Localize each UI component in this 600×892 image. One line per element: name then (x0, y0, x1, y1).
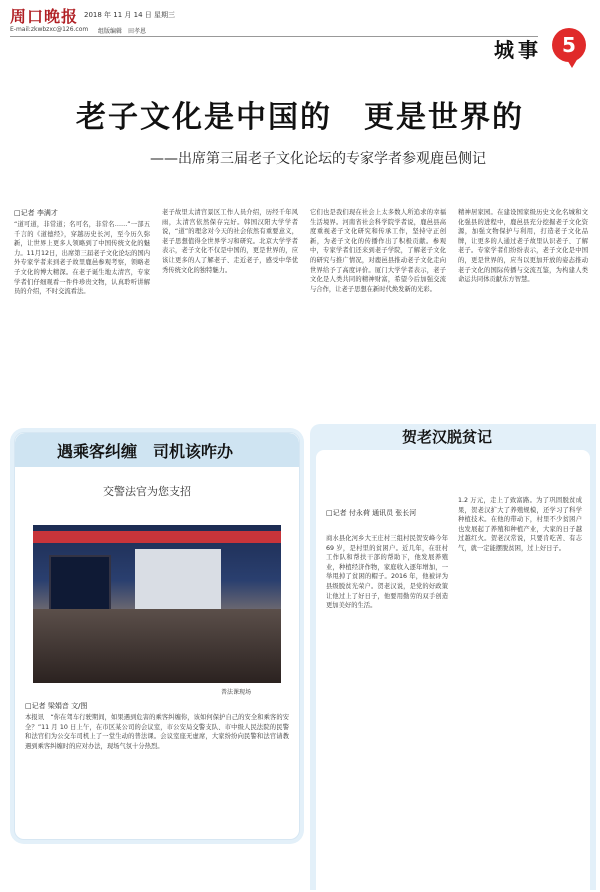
poverty-byline: □记者 付永荷 通讯员 张长河 (326, 509, 417, 517)
lead-subheadline: ——出席第三届老子文化论坛的专家学者参观鹿邑侧记 (150, 151, 486, 167)
traffic-byline: □记者 梁娟音 文/图 (25, 702, 88, 710)
lead-column-2: 老子故里太清宫景区工作人员介绍，历经千年风雨，太清宫依然保存完好。韩国汉阳大学学者说，“道”的理念对今天的社会依然有重要意义，老子思想值得全世界学习和研究。北京大学学者表示，老子文化不仅是中国的，更是世界的，应该让更多的人了解老子、走近老子，感受中华优秀传统文化的独特魅力。 (162, 209, 298, 274)
lead-column-1: “道可道，非常道；名可名，非常名……”一部五千言的《道德经》，穿越历史长河，至今历久弥新，让世界上更多人领略到了中国传统文化的魅力。11月12日，出席第三届老子文化论坛的国内外专家学者来到老子故里鹿邑参观考察，领略老子文化的博大精深。在老子诞生地太清宫，专家学者们仔细观看一件件珍贵文物，认真聆听讲解员的介绍，不时交流看法。 (14, 221, 150, 296)
lead-headline: 老子文化是中国的 更是世界的 (76, 100, 524, 135)
layout-editor: 组版编辑 田孝恩 (98, 28, 147, 35)
traffic-story-box (14, 432, 300, 840)
photo-screen-left (49, 555, 111, 613)
photo-projection-screen (135, 549, 221, 609)
poverty-story-body-panel (316, 450, 590, 890)
photo-banner (33, 531, 281, 543)
contact-email: E-mail:zkwbzxc@126.com (10, 26, 89, 33)
photo-audience (33, 609, 281, 683)
traffic-story-body: 本报讯 “你在驾车行驶期间，如果遇到危害的乘客纠缠你，该如何保护自己的安全和乘客的安全？”11 月 10 日上午，在市区某公司的会议室，市公安局交警支队、市中级人民法院的民警和法官们为公交车司机上了一堂生动的普法课。会议室座无虚席，大家纷纷向民警和法官请教遇到乘客纠缠时的应对办法，现场气氛十分热烈。 (25, 714, 289, 750)
poverty-column-1: 商水县化河乡大王庄村三组村民贺安峰今年 69 岁，是村里的贫困户。近几年，在驻村工作队和帮扶干部的帮助下，他发展养殖业，种植经济作物，家庭收入逐年增加，一举甩掉了贫困的帽子。2016 年，他被评为县级脱贫光荣户。贺老汉说，是党的好政策让他过上了好日子，他要用勤劳的双手创造更加美好的生活。 (326, 535, 448, 610)
traffic-story-header (15, 433, 299, 467)
poverty-story-title: 贺老汉脱贫记 (402, 428, 493, 446)
issue-date: 2018 年 11 月 14 日 星期三 (84, 11, 175, 19)
header-rule (10, 36, 538, 37)
traffic-story-subtitle: 交警法官为您支招 (103, 485, 191, 498)
page-badge-pointer (566, 58, 578, 68)
traffic-story-title: 遇乘客纠缠 司机该咋办 (57, 442, 234, 461)
lead-column-3: 它们也是我们现在社会上太多数人所追求的幸福生活境界。河南省社会科学院学者说，鹿邑县高度重视老子文化研究和传承工作，坚持守正创新，为老子文化的传播作出了积极贡献。参观中，专家学者们还来到老子学院，了解老子文化的研究与推广情况，对鹿邑县推动老子文化走向世界给予了高度评价。厦门大学学者表示，老子文化是人类共同的精神财富，希望今后加强交流与合作，让老子思想在新时代焕发新的光彩。 (310, 209, 446, 293)
lead-byline: □记者 李满才 (14, 209, 58, 217)
lecture-photo (33, 525, 281, 683)
photo-caption: 普法课现场 (221, 689, 252, 696)
page-number-badge: 5 (552, 28, 586, 62)
section-title: 城事 (494, 38, 542, 62)
poverty-column-2: 1.2 万元，走上了致富路。为了巩固脱贫成果，贺老汉扩大了养殖规模，还学习了科学种植技术。在他的带动下，村里不少贫困户也发展起了养殖和种植产业，大家的日子越过越红火。贺老汉常说，只要肯吃苦、有志气，就一定能摆脱贫困，过上好日子。 (458, 497, 582, 552)
newspaper-logo: 周口晚报 (10, 7, 79, 26)
poverty-story-box (310, 424, 596, 890)
lead-column-4: 精神居家园。在建设国家级历史文化名城和文化强县的进程中，鹿邑县充分挖掘老子文化资源，加强文物保护与利用，打造老子文化品牌，让更多的人通过老子故里认识老子、了解老子。专家学者们纷纷表示，老子文化是中国的，更是世界的，应当以更加开放的姿态推动老子文化的国际传播与交流互鉴，为构建人类命运共同体贡献东方智慧。 (458, 209, 588, 284)
